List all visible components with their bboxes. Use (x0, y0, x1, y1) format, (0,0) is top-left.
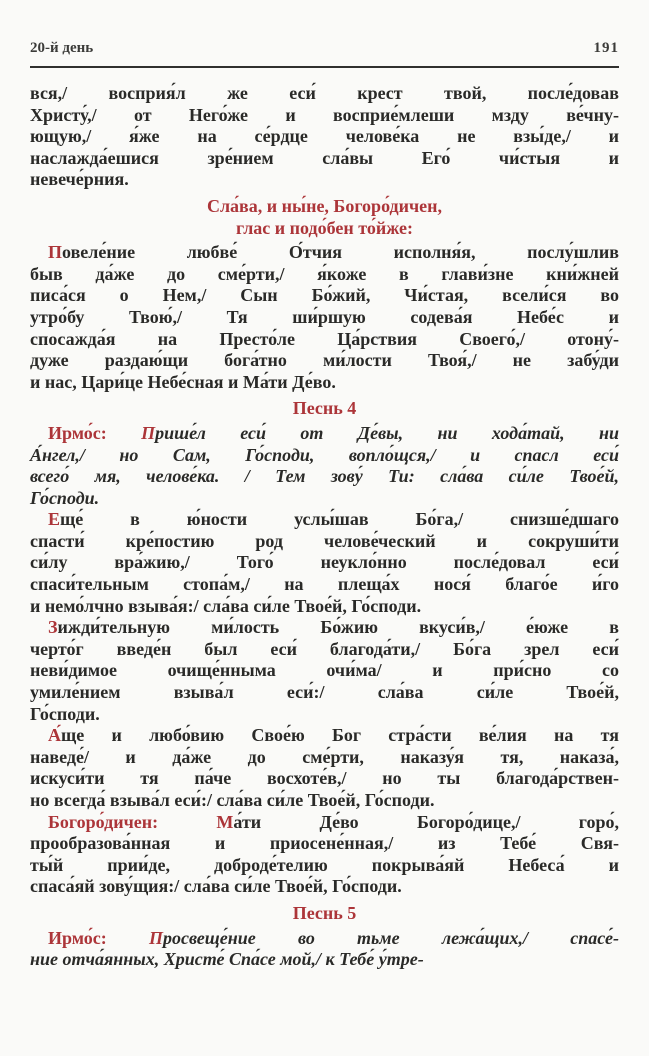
dropcap-letter: М (216, 811, 234, 832)
text-line: спаса́яй зову́щия:/ сла́ва си́ле Твое́й, Го́споди. (30, 876, 402, 897)
header-rule (30, 66, 619, 68)
text-line: прообразова́нная и приосене́нная,/ из Тебе́ Свя- (30, 833, 619, 854)
dropcap-letter: П (48, 242, 63, 263)
text-column (30, 83, 619, 971)
text-line: Ирмо́с: Просвеще́ние во тьме лежа́щих,/ спасе́- (48, 927, 619, 948)
text-line: си́лу вра́жию,/ Того́ неукло́нно после́довал еси́ (30, 552, 619, 573)
text-line: спаси́тельным стопа́м,/ на плеща́х нося́ благо́е и́го (30, 574, 619, 595)
text-line: Го́споди. (30, 487, 100, 508)
text-line: Повеле́ние любве́ О́тчия исполня́я, послу́шлив (48, 242, 619, 263)
dropcap-letter: Е (48, 509, 61, 530)
heading-line: Сла́ва, и ны́не, Богоро́дичен, (206, 195, 443, 216)
text-line: А́нгел,/ но Сам, Го́споди, вопло́щся,/ и спасл еси́ (30, 444, 619, 465)
text-line: дуже раздаю́щи бога́тно ми́лости Твоя́,/ не забу́ди (30, 350, 619, 371)
rubric-label: Ирмо́с: (48, 927, 149, 948)
text-line: невече́рния. (30, 169, 129, 190)
heading-line: Песнь 5 (292, 902, 357, 923)
text-line: Богоро́дичен: Ма́ти Де́во Богоро́дице,/ горо́, (48, 811, 619, 832)
text-line: писа́ся о Нем,/ Сын Бо́жий, Чи́стая, всели́ся во (30, 285, 619, 306)
rubric-label: Ирмо́с: (48, 422, 142, 443)
text-line: Зижди́тельную ми́лость Бо́жию вкуси́в,/ е́юже в (48, 617, 619, 638)
text-line: и немо́лчно взыва́я:/ сла́ва си́ле Твое́й, Го́споди. (30, 595, 422, 616)
heading-line: Песнь 4 (292, 398, 357, 419)
paragraph (30, 725, 619, 811)
paragraph (30, 509, 619, 617)
text-line: ющую,/ я́же на се́рдце челове́ка не взы́де,/ и (30, 126, 619, 147)
text-line: наслажда́ешися зре́нием сла́вы Его́ чи́стыя и (30, 147, 619, 168)
dropcap-letter: А́ (48, 725, 61, 746)
dropcap-letter: П (141, 422, 156, 443)
rubric-label: Богоро́дичен: (48, 811, 217, 832)
section-heading (30, 398, 619, 420)
heading-line: глас и подо́бен то́йже: (235, 217, 414, 238)
text-line: ние отча́янных, Христе́ Спа́се мой,/ к Тебе́ у́тре- (30, 949, 424, 970)
text-line: Христу́,/ от Него́же и восприе́млеши мзду ве́чну- (30, 104, 619, 125)
page-header (30, 40, 619, 57)
text-line: быв да́же до сме́рти,/ я́коже в глави́зне кни́жней (30, 263, 619, 284)
text-line: Еще́ в ю́ности услы́шав Бо́га,/ снизше́дшаго (48, 509, 619, 530)
paragraph (30, 242, 619, 393)
page-number: 191 (593, 40, 619, 56)
paragraph (30, 928, 619, 971)
paragraph (30, 423, 619, 509)
dropcap-letter: З (48, 617, 58, 638)
text-line: спосажда́я на Престо́ле Ца́рствия Своего́,/ отону́- (30, 328, 619, 349)
paragraph (30, 812, 619, 898)
text-line: Го́споди. (30, 703, 100, 724)
text-line: наведе́/ и да́же до сме́рти, наказу́я тя, наказа́, (30, 746, 619, 767)
text-line: искуси́ти тя па́че восхоте́в,/ но ты благода́рствен- (30, 768, 619, 789)
text-line: и нас, Цари́це Небе́сная и Ма́ти Де́во. (30, 371, 336, 392)
text-line: спасти́ кре́постию род челове́ческий и сокруши́ти (30, 530, 619, 551)
paragraph (30, 617, 619, 725)
running-title: 20-й день (30, 40, 94, 56)
dropcap-letter: П (148, 927, 163, 948)
text-line: всего́ мя, челове́ка. / Тем зову́ Ти: сла́ва си́ле Твое́й, (30, 466, 619, 487)
text-line: умиле́нием взыва́л еси́:/ сла́ва си́ле Твое́й, (30, 682, 619, 703)
text-line: вся,/ восприя́л же еси́ крест твой, после́довав (30, 83, 619, 103)
text-line: но всегда́ взыва́л еси́:/ сла́ва си́ле Твое́й, Го́споди. (30, 790, 435, 810)
section-heading (30, 903, 619, 925)
section-heading (30, 196, 619, 239)
text-line: неви́димое очище́нныма очи́ма/ и при́сно со (30, 660, 619, 681)
text-line: ты́й прии́де, доброде́телию покрыва́яй Небеса́ и (30, 854, 619, 875)
text-line: А́ще и любо́вию Свое́ю Бог стра́сти ве́лия на тя (48, 725, 619, 746)
paragraph (30, 83, 619, 191)
text-line: утро́бу Твою́,/ Тя ши́ршую содева́я Небе́с и (30, 306, 619, 327)
text-line: черто́г введе́н был еси́ благода́ти,/ Бо́га зрел еси́ (30, 638, 619, 659)
text-line: Ирмо́с: Прише́л еси́ от Де́вы, ни хода́тай, ни (48, 422, 619, 443)
